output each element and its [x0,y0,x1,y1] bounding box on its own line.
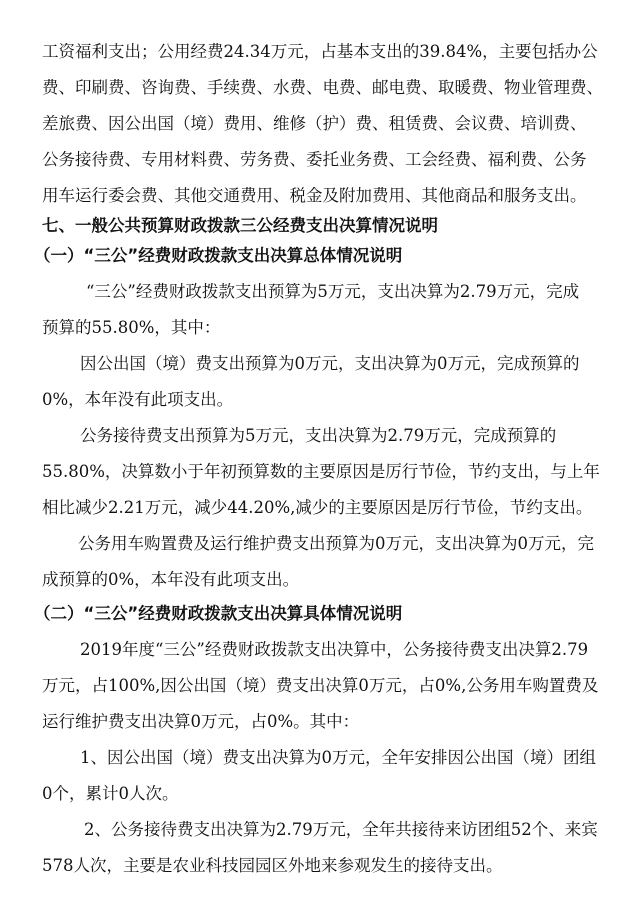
text-line: 差旅费、因公出国（境）费用、维修（护）费、租赁费、会议费、培训费、 [42,114,587,133]
text-line: 578人次，主要是农业科技园园区外地来参观发生的接待支出。 [42,856,503,875]
text-line: 工资福利支出；公用经费24.34万元，占基本支出的39.84%，主要包括办公 [42,42,598,61]
text-line: 预算的55.80%，其中： [42,318,221,337]
subsection-heading: （二）“三公”经费财政拨款支出决算具体情况说明 [34,604,403,623]
text-line: “三公”经费财政拨款支出预算为5万元，支出决算为2.79万元，完成 [86,282,580,301]
text-line: 用车运行委会费、其他交通费用、税金及附加费用、其他商品和服务支出。 [42,186,587,205]
text-line: 相比减少2.21万元，减少44.20%,减少的主要原因是厉行节俭，节约支出。 [42,498,593,517]
text-line: 2、公务接待费支出决算为2.79万元，全年共接待来访团组52个、来宾 [84,820,598,839]
text-line: 0%，本年没有此项支出。 [42,390,234,409]
text-line: 万元，占100%,因公出国（境）费支出决算0万元，占0%,公务用车购置费及 [42,676,599,695]
text-line: 2019年度“三公”经费财政拨款支出决算中，公务接待费支出决算2.79 [80,640,589,659]
text-line: 因公出国（境）费支出预算为0万元，支出决算为0万元，完成预算的 [80,354,580,373]
text-line: 0个，累计0人次。 [42,784,179,803]
text-line: 1、因公出国（境）费支出决算为0万元，全年安排因公出国（境）团组 [80,748,596,767]
section-heading: 七、一般公共预算财政拨款三公经费支出决算情况说明 [42,216,438,235]
subsection-heading: （一）“三公”经费财政拨款支出决算总体情况说明 [34,246,403,265]
text-line: 费、印刷费、咨询费、手续费、水费、电费、邮电费、取暖费、物业管理费、 [42,78,603,97]
text-line: 成预算的0%，本年没有此项支出。 [42,570,300,589]
text-line: 公务用车购置费及运行维护费支出预算为0万元，支出决算为0万元，完 [78,534,594,553]
text-line: 公务接待费支出预算为5万元，支出决算为2.79万元，完成预算的 [80,426,557,445]
text-line: 公务接待费、专用材料费、劳务费、委托业务费、工会经费、福利费、公务 [42,150,587,169]
text-line: 55.80%，决算数小于年初预算数的主要原因是厉行节俭，节约支出，与上年 [42,462,600,481]
text-line: 运行维护费支出决算0万元，占0%。其中： [42,712,360,731]
